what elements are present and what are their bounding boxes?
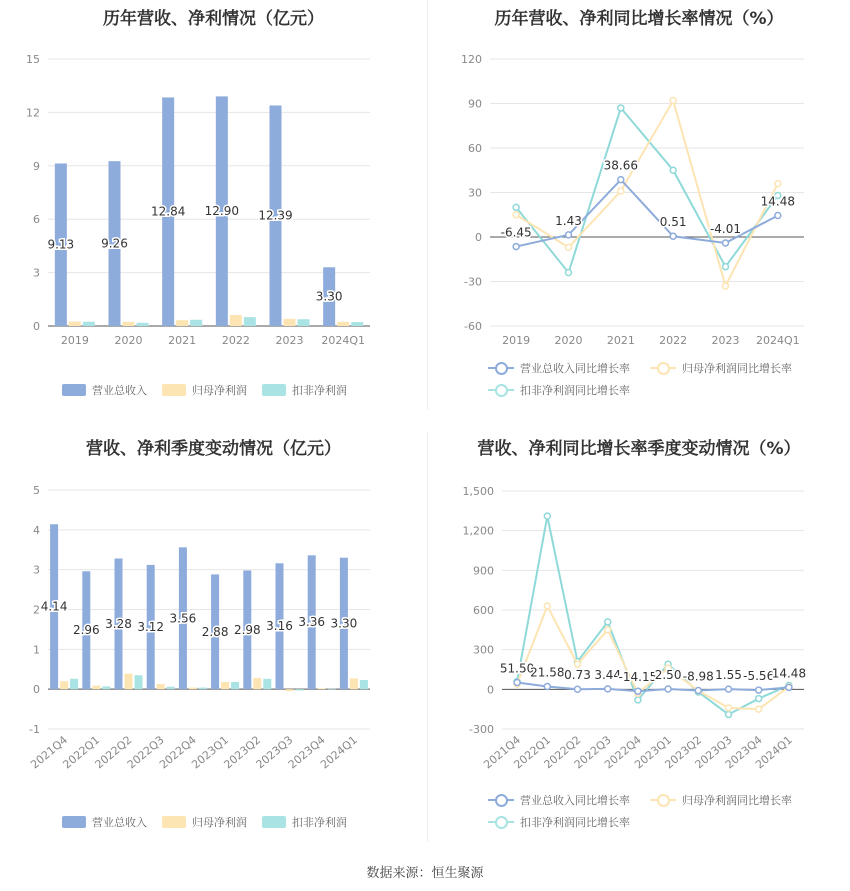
bar: [189, 688, 197, 690]
y-tick-label: 90: [468, 97, 482, 111]
bar: [360, 680, 368, 689]
legend-swatch: [62, 816, 86, 828]
bar: [244, 317, 256, 326]
data-label: 0.73: [564, 668, 591, 683]
data-point: [575, 686, 581, 692]
data-label: -8.98: [682, 669, 714, 684]
data-point: [618, 177, 624, 183]
x-tick-label: 2024Q1: [318, 733, 360, 772]
data-point: [544, 513, 550, 519]
x-tick-label: 2022Q2: [541, 733, 584, 772]
y-tick-label: 60: [468, 142, 482, 155]
x-tick-label: 2019: [60, 334, 89, 347]
legend-swatch: [650, 793, 676, 807]
bar: [296, 689, 304, 690]
data-label: 12.84: [150, 204, 186, 219]
data-point: [544, 683, 550, 689]
quarterly-revenue-profit-chart: [0, 430, 427, 850]
y-tick-label: -300: [469, 723, 494, 736]
bar: [263, 679, 271, 689]
annual-growth-rate-panel: [428, 0, 850, 420]
data-point: [514, 680, 520, 686]
x-tick-label: 2022Q4: [602, 733, 644, 772]
legend-swatch: [488, 815, 514, 829]
bar: [176, 320, 188, 326]
y-tick-label: 3: [33, 563, 40, 577]
data-point: [513, 212, 519, 218]
data-label: -5.56: [743, 669, 775, 684]
data-label: -4.01: [709, 221, 742, 236]
data-label: 21.58: [530, 665, 565, 680]
bar: [157, 684, 165, 689]
data-point: [605, 619, 611, 625]
y-tick-label: 6: [33, 213, 40, 227]
series-line: [517, 516, 789, 714]
chart-title: 营收、净利同比增长率季度变动情况（%）: [477, 439, 801, 459]
x-tick-label: 2022Q2: [92, 733, 135, 772]
legend-item-revenue[interactable]: [62, 382, 147, 398]
legend-item-deducted-profit-growth[interactable]: [488, 814, 630, 830]
data-label: 14.48: [771, 666, 807, 681]
legend-swatch: [262, 384, 286, 396]
bar: [286, 689, 294, 691]
data-point: [566, 244, 572, 250]
legend-label: 营业总收入同比增长率: [520, 794, 630, 807]
x-tick-label: 2024Q1: [753, 733, 795, 772]
x-tick-label: 2022Q1: [511, 733, 554, 772]
y-tick-label: 1: [33, 643, 40, 657]
data-point: [575, 661, 581, 667]
legend-label: 扣非净利润: [292, 816, 347, 829]
data-label: 2.88: [201, 624, 229, 639]
legend-item-revenue-growth[interactable]: [488, 792, 630, 808]
x-tick-label: 2022: [221, 334, 250, 347]
legend-label: 归母净利润: [192, 816, 247, 829]
y-tick-label: -1: [29, 723, 40, 736]
bar: [137, 323, 149, 326]
legend-label: 归母净利润同比增长率: [682, 362, 792, 375]
bar: [69, 322, 81, 326]
data-point: [566, 270, 572, 276]
data-point: [513, 244, 519, 250]
y-tick-label: 0: [33, 683, 40, 697]
bar: [135, 675, 143, 689]
chart-title: 历年营收、净利情况（亿元）: [103, 9, 324, 29]
data-label: 3.56: [169, 611, 197, 626]
data-point: [670, 98, 676, 104]
legend-swatch: [488, 361, 514, 375]
y-tick-label: 600: [473, 604, 494, 617]
series-line: [516, 101, 778, 286]
y-tick-label: -30: [464, 275, 482, 289]
legend-label: 营业总收入: [92, 816, 147, 829]
bar: [231, 682, 239, 689]
x-tick-label: 2020: [554, 334, 583, 347]
x-tick-label: 2023Q1: [189, 733, 232, 772]
data-label: 51.50: [499, 661, 535, 676]
x-tick-label: 2023Q2: [221, 733, 264, 772]
data-label: 3.30: [330, 616, 358, 631]
legend-item-deducted-profit[interactable]: [262, 814, 347, 830]
y-tick-label: 0: [33, 320, 40, 333]
x-tick-label: 2023Q4: [722, 733, 765, 772]
x-tick-label: 2020: [114, 334, 143, 347]
x-tick-label: 2019: [502, 334, 531, 347]
legend-label: 营业总收入同比增长率: [520, 362, 630, 375]
y-tick-label: 5: [33, 484, 40, 497]
x-tick-label: 2022Q1: [60, 733, 103, 772]
annual-revenue-profit-panel: [0, 0, 427, 420]
data-point: [695, 688, 701, 694]
legend-label: 归母净利润同比增长率: [682, 794, 792, 807]
data-label: 38.66: [603, 158, 639, 173]
data-label: 9.26: [101, 236, 128, 251]
x-tick-label: 2023: [275, 334, 304, 347]
data-label: 4.14: [40, 599, 68, 614]
data-label: 2.98: [233, 622, 261, 637]
bar: [298, 319, 310, 326]
y-tick-label: 900: [473, 564, 494, 578]
bar: [351, 322, 363, 326]
y-tick-label: 9: [33, 159, 40, 173]
data-point: [723, 283, 729, 289]
data-point: [635, 697, 641, 703]
annual-revenue-profit-chart: [0, 0, 427, 420]
data-point: [566, 232, 572, 238]
chart-legend: [428, 790, 850, 834]
legend-label: 营业总收入: [92, 384, 147, 397]
legend-item-net-profit[interactable]: [162, 814, 247, 830]
data-point: [756, 706, 762, 712]
legend-label: 扣非净利润: [292, 384, 347, 397]
data-label: 3.44: [594, 667, 622, 682]
chart-legend: [0, 814, 427, 834]
data-point: [726, 686, 732, 692]
data-label: 3.28: [105, 616, 132, 631]
bar: [230, 315, 242, 326]
bar: [92, 686, 100, 690]
y-tick-label: 1,500: [462, 485, 494, 498]
legend-item-revenue[interactable]: [62, 814, 147, 830]
legend-swatch: [262, 816, 286, 828]
y-tick-label: 4: [33, 523, 40, 537]
x-tick-label: 2022: [659, 334, 688, 347]
legend-swatch: [488, 383, 514, 397]
x-tick-label: 2023Q2: [662, 733, 705, 772]
data-label: 1.43: [555, 213, 582, 228]
legend-item-net-profit[interactable]: [162, 382, 247, 398]
data-point: [775, 181, 781, 187]
bar: [60, 681, 68, 689]
data-label: -14.15: [618, 670, 658, 685]
x-tick-label: 2024Q1: [756, 334, 800, 347]
chart-title: 营收、净利季度变动情况（亿元）: [86, 439, 341, 459]
chart-title: 历年营收、净利同比增长率情况（%）: [494, 9, 784, 29]
bar: [102, 686, 110, 689]
data-point: [605, 686, 611, 692]
series-line: [517, 606, 789, 709]
data-point: [723, 240, 729, 246]
data-label: 9.13: [47, 237, 75, 252]
data-point: [670, 233, 676, 239]
x-tick-label: 2021: [606, 334, 635, 347]
data-label: 12.90: [204, 204, 240, 219]
data-label: 12.39: [258, 208, 293, 223]
data-point: [618, 188, 624, 194]
legend-item-revenue-growth[interactable]: [488, 360, 630, 376]
data-source-note: 数据来源：恒生聚源: [366, 866, 484, 881]
data-point: [544, 603, 550, 609]
x-tick-label: 2023: [711, 334, 740, 347]
data-point: [726, 705, 732, 711]
data-point: [726, 711, 732, 717]
y-tick-label: 300: [473, 643, 494, 657]
data-point: [756, 687, 762, 693]
data-point: [775, 213, 781, 219]
x-tick-label: 2023Q3: [253, 733, 296, 772]
x-tick-label: 2021Q4: [481, 733, 524, 772]
legend-item-deducted-profit-growth[interactable]: [488, 382, 630, 398]
y-tick-label: 0: [487, 683, 494, 697]
bar: [167, 687, 175, 689]
legend-item-net-profit-growth[interactable]: [650, 792, 792, 808]
legend-swatch: [62, 384, 86, 396]
data-label: -6.45: [500, 225, 532, 240]
data-label: 1.55: [715, 668, 742, 683]
legend-label: 扣非净利润同比增长率: [520, 816, 630, 829]
bar: [123, 322, 135, 326]
data-label: 3.16: [266, 619, 293, 634]
legend-item-net-profit-growth[interactable]: [650, 360, 792, 376]
bar: [199, 688, 207, 690]
y-tick-label: 12: [26, 106, 40, 120]
y-tick-label: 120: [461, 53, 482, 66]
bar: [83, 322, 95, 326]
bar: [337, 322, 349, 326]
bar: [328, 689, 336, 690]
annual-growth-rate-chart: [428, 0, 850, 420]
y-tick-label: -60: [464, 320, 482, 333]
legend-swatch: [162, 816, 186, 828]
x-tick-label: 2023Q3: [692, 733, 735, 772]
data-label: 0.51: [659, 215, 687, 230]
legend-item-deducted-profit[interactable]: [262, 382, 347, 398]
legend-label: 归母净利润: [192, 384, 247, 397]
y-tick-label: 0: [475, 231, 482, 244]
quarterly-growth-rate-chart: [428, 430, 850, 850]
bar: [221, 682, 229, 689]
quarterly-growth-rate-panel: [428, 430, 850, 850]
data-point: [670, 167, 676, 173]
x-tick-label: 2021Q4: [28, 733, 71, 772]
legend-label: 扣非净利润同比增长率: [520, 384, 630, 397]
bar: [284, 319, 296, 326]
data-label: 14.48: [760, 194, 796, 209]
bar: [70, 679, 78, 689]
data-label: 3.30: [315, 289, 343, 304]
bar: [190, 320, 202, 326]
data-label: 2.50: [654, 668, 682, 683]
x-tick-label: 2022Q3: [571, 733, 614, 772]
y-tick-label: 30: [468, 186, 482, 200]
data-label: 3.12: [137, 620, 165, 635]
x-tick-label: 2023Q1: [632, 733, 675, 772]
x-tick-label: 2023Q4: [285, 733, 328, 772]
x-tick-label: 2021: [168, 334, 197, 347]
bar: [350, 678, 358, 689]
data-point: [723, 264, 729, 270]
legend-swatch: [650, 361, 676, 375]
chart-legend: [428, 358, 850, 402]
bar: [318, 688, 326, 689]
y-tick-label: 3: [33, 266, 40, 280]
data-label: 3.36: [298, 615, 326, 630]
data-point: [635, 688, 641, 694]
legend-swatch: [162, 384, 186, 396]
x-tick-label: 2024Q1: [321, 334, 365, 347]
data-point: [618, 105, 624, 111]
series-line: [516, 108, 778, 273]
data-point: [513, 204, 519, 210]
chart-legend: [0, 382, 427, 402]
data-label: 2.96: [72, 623, 100, 638]
y-tick-label: 2: [33, 603, 40, 617]
data-point: [786, 684, 792, 690]
x-tick-label: 2022Q3: [124, 733, 167, 772]
data-point: [605, 627, 611, 633]
quarterly-revenue-profit-panel: [0, 430, 427, 850]
data-point: [756, 696, 762, 702]
bar: [253, 678, 261, 689]
y-tick-label: 15: [26, 53, 40, 66]
data-point: [665, 686, 671, 692]
x-tick-label: 2022Q4: [157, 733, 199, 772]
bar: [125, 674, 133, 690]
y-tick-label: 1,200: [462, 524, 494, 538]
legend-swatch: [488, 793, 514, 807]
